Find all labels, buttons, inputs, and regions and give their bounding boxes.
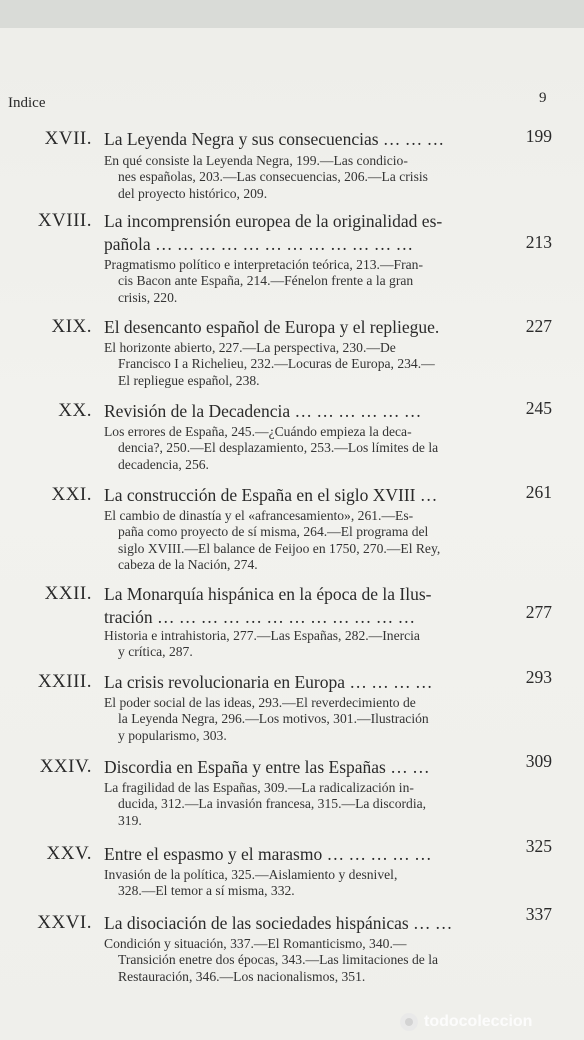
chapter-page-number: 337 (525, 904, 552, 924)
subtopic-line: La fragilidad de las Españas, 309.—La radicalización in- (104, 780, 414, 795)
chapter-subtopics (104, 628, 496, 661)
chapter-subtopics (104, 695, 496, 744)
chapter-subtopics (104, 340, 496, 389)
chapter-page-number: 293 (525, 667, 552, 687)
subtopic-line: cis Bacon ante España, 214.—Fénelon frente a la gran (118, 273, 414, 289)
chapter-title-line: Discordia en España y entre las Españas … … (104, 757, 430, 777)
subtopic-line: la Leyenda Negra, 296.—Los motivos, 301.—Ilustración (118, 711, 429, 727)
chapter-subtopics (104, 257, 496, 306)
subtopic-line: decadencia, 256. (118, 456, 209, 472)
chapter-title (104, 756, 496, 779)
subtopic-line: 319. (118, 812, 142, 828)
subtopic-line: Los errores de España, 245.—¿Cuándo empieza la deca- (104, 424, 412, 439)
subtopic-line: Condición y situación, 337.—El Romanticismo, 340.— (104, 936, 407, 951)
subtopic-line: nes españolas, 203.—Las consecuencias, 206.—La crisis (118, 169, 428, 185)
subtopic-line: El poder social de las ideas, 293.—El reverdecimiento de (104, 695, 416, 710)
subtopic-line: El cambio de dinastía y el «afrancesamiento», 261.—Es- (104, 508, 414, 523)
chapter-subtopics (104, 780, 496, 829)
chapter-numeral: XIX. (51, 316, 92, 337)
subtopic-line: crisis, 220. (118, 289, 178, 305)
chapter-page-number: 227 (525, 316, 552, 336)
watermark-logo-icon (400, 1013, 418, 1031)
chapter-subtopics (104, 936, 496, 985)
subtopic-line: En qué consiste la Leyenda Negra, 199.—Las condicio- (104, 153, 408, 168)
chapter-title-line: tración … … … … … … … … … … … … (104, 607, 416, 627)
chapter-numeral: XXVI. (37, 912, 92, 933)
chapter-title-line: La disociación de las sociedades hispánicas … … (104, 913, 453, 933)
subtopic-line: y popularismo, 303. (118, 727, 227, 743)
chapter-title (104, 128, 496, 151)
subtopic-line: cabeza de la Nación, 274. (118, 557, 258, 573)
chapter-numeral: XVIII. (37, 210, 92, 231)
subtopic-line: siglo XVIII.—El balance de Feijoo en 1750, 270.—El Rey, (118, 540, 441, 556)
chapter-title (104, 912, 496, 935)
chapter-title (104, 316, 496, 339)
chapter-title (104, 843, 496, 866)
chapter-subtopics (104, 867, 496, 900)
chapter-title (104, 583, 496, 629)
chapter-title (104, 671, 496, 694)
subtopic-line: paña como proyecto de sí misma, 264.—El programa del (118, 524, 429, 540)
chapter-page-number: 277 (525, 602, 552, 622)
chapter-numeral: XXIV. (39, 756, 92, 777)
chapter-page-number: 261 (525, 482, 552, 502)
chapter-subtopics (104, 508, 496, 574)
chapter-title-line: La crisis revolucionaria en Europa … … … … (104, 672, 433, 692)
chapter-numeral: XXIII. (37, 671, 92, 692)
chapter-page-number: 309 (525, 751, 552, 771)
chapter-numeral: XXI. (51, 484, 92, 505)
subtopic-line: Restauración, 346.—Los nacionalismos, 351. (118, 968, 366, 984)
chapter-title (104, 400, 496, 423)
chapter-page-number: 325 (525, 836, 552, 856)
subtopic-line: y crítica, 287. (118, 644, 193, 660)
subtopic-line: dencia?, 250.—El desplazamiento, 253.—Los límites de la (118, 440, 439, 456)
chapter-subtopics (104, 153, 496, 202)
subtopic-line: del proyecto histórico, 209. (118, 185, 268, 201)
subtopic-line: 328.—El temor a sí misma, 332. (118, 883, 295, 899)
chapter-page-number: 213 (525, 232, 552, 252)
chapter-title-line: La construcción de España en el siglo XVIII … (104, 485, 438, 505)
subtopic-line: Historia e intrahistoria, 277.—Las Españas, 282.—Inercia (104, 628, 420, 643)
running-head-section: Indice (8, 95, 46, 111)
chapter-title-line: El desencanto español de Europa y el repliegue. (104, 317, 440, 337)
chapter-title-line: La Leyenda Negra y sus consecuencias … … … (104, 129, 445, 149)
watermark-text: todocoleccion (424, 1013, 533, 1030)
watermark (400, 1010, 580, 1034)
running-head-page-number: 9 (539, 90, 547, 106)
subtopic-line: Francisco I a Richelieu, 232.—Locuras de Europa, 234.— (118, 356, 435, 372)
chapter-numeral: XXV. (46, 843, 92, 864)
chapter-title-line: Entre el espasmo y el marasmo … … … … … (104, 844, 432, 864)
chapter-title (104, 484, 496, 507)
chapter-title-line: pañola … … … … … … … … … … … … (104, 234, 414, 254)
chapter-page-number: 199 (525, 126, 552, 146)
chapter-subtopics (104, 424, 496, 473)
subtopic-line: Transición enetre dos épocas, 343.—Las limitaciones de la (118, 952, 439, 968)
chapter-title-line: La incomprensión europea de la originalidad es- (104, 211, 443, 231)
chapter-page-number: 245 (525, 398, 552, 418)
chapter-numeral: XXII. (44, 583, 92, 604)
subtopic-line: El horizonte abierto, 227.—La perspectiva, 230.—De (104, 340, 396, 355)
subtopic-line: Pragmatismo político e interpretación teórica, 213.—Fran- (104, 257, 423, 272)
subtopic-line: El repliegue español, 238. (118, 372, 260, 388)
chapter-title (104, 210, 496, 256)
chapter-title-line: La Monarquía hispánica en la época de la Ilus- (104, 584, 432, 604)
chapter-numeral: XX. (58, 400, 92, 421)
subtopic-line: ducida, 312.—La invasión francesa, 315.—La discordia, (118, 796, 427, 812)
chapter-numeral: XVII. (44, 128, 92, 149)
subtopic-line: Invasión de la política, 325.—Aislamiento y desnivel, (104, 867, 398, 882)
chapter-title-line: Revisión de la Decadencia … … … … … … (104, 401, 422, 421)
